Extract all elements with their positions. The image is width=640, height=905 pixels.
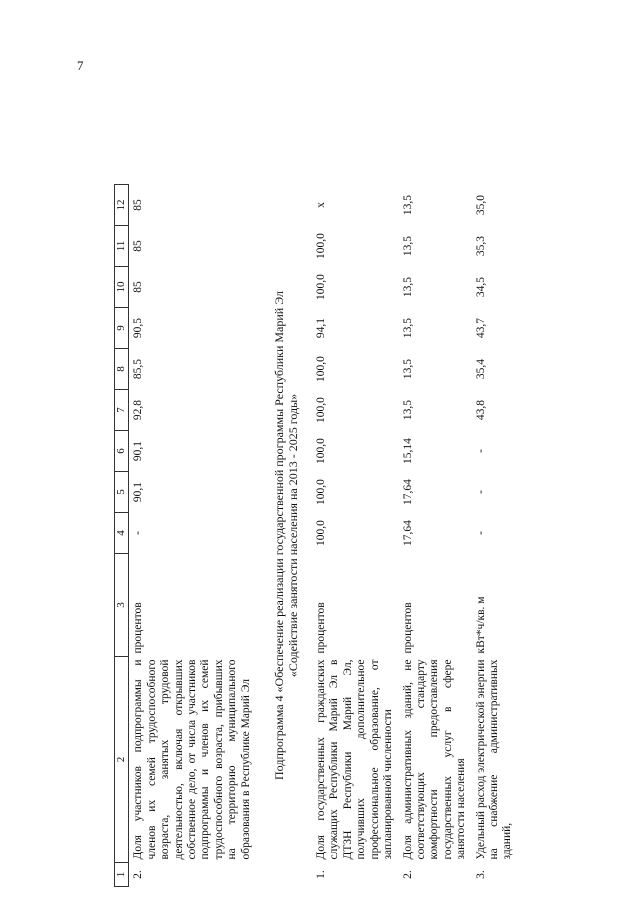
value-cell: 100,0	[315, 479, 328, 505]
table-row	[399, 185, 472, 887]
indicator-name: Доля участников подпрограммы и членов их семей трудоспособного возраста, занятых трудовой деятельностью, включая открывших собственное дело, от числа участников подпрограммы и членов их семей трудоспособного возраста, прибывших на территорию муниципального образования в Республике Марий Эл	[132, 659, 252, 860]
table-row	[129, 185, 256, 887]
value-cell: 13,5	[401, 358, 414, 380]
header-cell: 10	[115, 267, 129, 308]
value-cell: 85	[132, 281, 145, 293]
unit-cell: кВт*ч/кв. м	[474, 596, 487, 654]
value-cell: 13,5	[401, 276, 414, 298]
value-cell: 100,0	[315, 438, 328, 464]
header-cell: 7	[115, 390, 129, 431]
value-cell: 92,8	[132, 399, 145, 421]
header-cell: 2	[115, 657, 129, 863]
value-cell: х	[315, 202, 328, 208]
header-cell: 5	[115, 472, 129, 513]
subprogram-title-line-1: Подпрограмма 4 «Обеспечение реализации государственной программы Республики Марий Эл	[272, 291, 287, 780]
table-row	[472, 185, 518, 887]
value-cell: 100,0	[315, 356, 328, 382]
row-number: 3.	[474, 870, 487, 879]
header-cell: 9	[115, 308, 129, 349]
row-number: 2.	[401, 870, 414, 879]
value-cell: 90,5	[132, 317, 145, 339]
value-cell: 90,1	[132, 440, 145, 462]
value-cell: 17,64	[401, 479, 414, 505]
row-number: 1.	[315, 870, 328, 879]
value-cell: 100,0	[315, 233, 328, 259]
indicator-name: Доля государственных гражданских служащих Республики Марий Эл в ДТЗН Республики Марий Эл, получивших дополнительное профессиональное образование, от запланированной численности	[315, 659, 395, 860]
table-row	[312, 185, 398, 887]
value-cell: 100,0	[315, 397, 328, 423]
indicators-table	[114, 184, 518, 887]
subprogram-heading-row	[256, 185, 312, 887]
value-cell: 43,7	[474, 317, 487, 339]
header-cell: 1	[115, 863, 129, 887]
value-cell: 17,64	[401, 520, 414, 546]
header-cell: 3	[115, 554, 129, 657]
value-cell: 13,5	[401, 235, 414, 257]
value-cell: 85,5	[132, 358, 145, 380]
value-cell: -	[474, 531, 487, 535]
header-cell: 11	[115, 226, 129, 267]
header-row	[115, 185, 129, 887]
unit-cell: процентов	[315, 602, 328, 654]
page-number: 7	[77, 58, 84, 73]
subprogram-title-line-2: «Содействие занятости населения на 2013 - 2025 годы»	[286, 393, 301, 678]
header-cell: 4	[115, 513, 129, 554]
value-cell: 13,5	[401, 399, 414, 421]
value-cell: 35,0	[474, 194, 487, 216]
indicator-name: Удельный расход электрической энергии на снабжение административных зданий,	[474, 659, 514, 860]
value-cell: -	[474, 490, 487, 494]
value-cell: 94,1	[315, 317, 328, 339]
header-cell: 12	[115, 185, 129, 226]
value-cell: 43,8	[474, 399, 487, 421]
value-cell: 34,5	[474, 276, 487, 298]
value-cell: -	[474, 449, 487, 453]
value-cell: 15,14	[401, 438, 414, 464]
table-body	[115, 185, 518, 887]
subprogram-heading	[256, 185, 312, 887]
header-cell: 8	[115, 349, 129, 390]
header-cell: 6	[115, 431, 129, 472]
value-cell: 35,4	[474, 358, 487, 380]
value-cell: -	[132, 531, 145, 535]
value-cell: 100,0	[315, 274, 328, 300]
value-cell: 35,3	[474, 235, 487, 257]
value-cell: 100,0	[315, 520, 328, 546]
value-cell: 13,5	[401, 194, 414, 216]
value-cell: 13,5	[401, 317, 414, 339]
unit-cell: процентов	[401, 602, 414, 654]
value-cell: 85	[132, 240, 145, 252]
value-cell: 85	[132, 199, 145, 211]
value-cell: 90,1	[132, 481, 145, 503]
unit-cell: процентов	[132, 602, 145, 654]
row-number: 2.	[132, 870, 145, 879]
indicator-name: Доля административных зданий, не соответствующих стандарту комфортности предоставления государственных услуг в сфере занятости населения	[401, 659, 468, 860]
